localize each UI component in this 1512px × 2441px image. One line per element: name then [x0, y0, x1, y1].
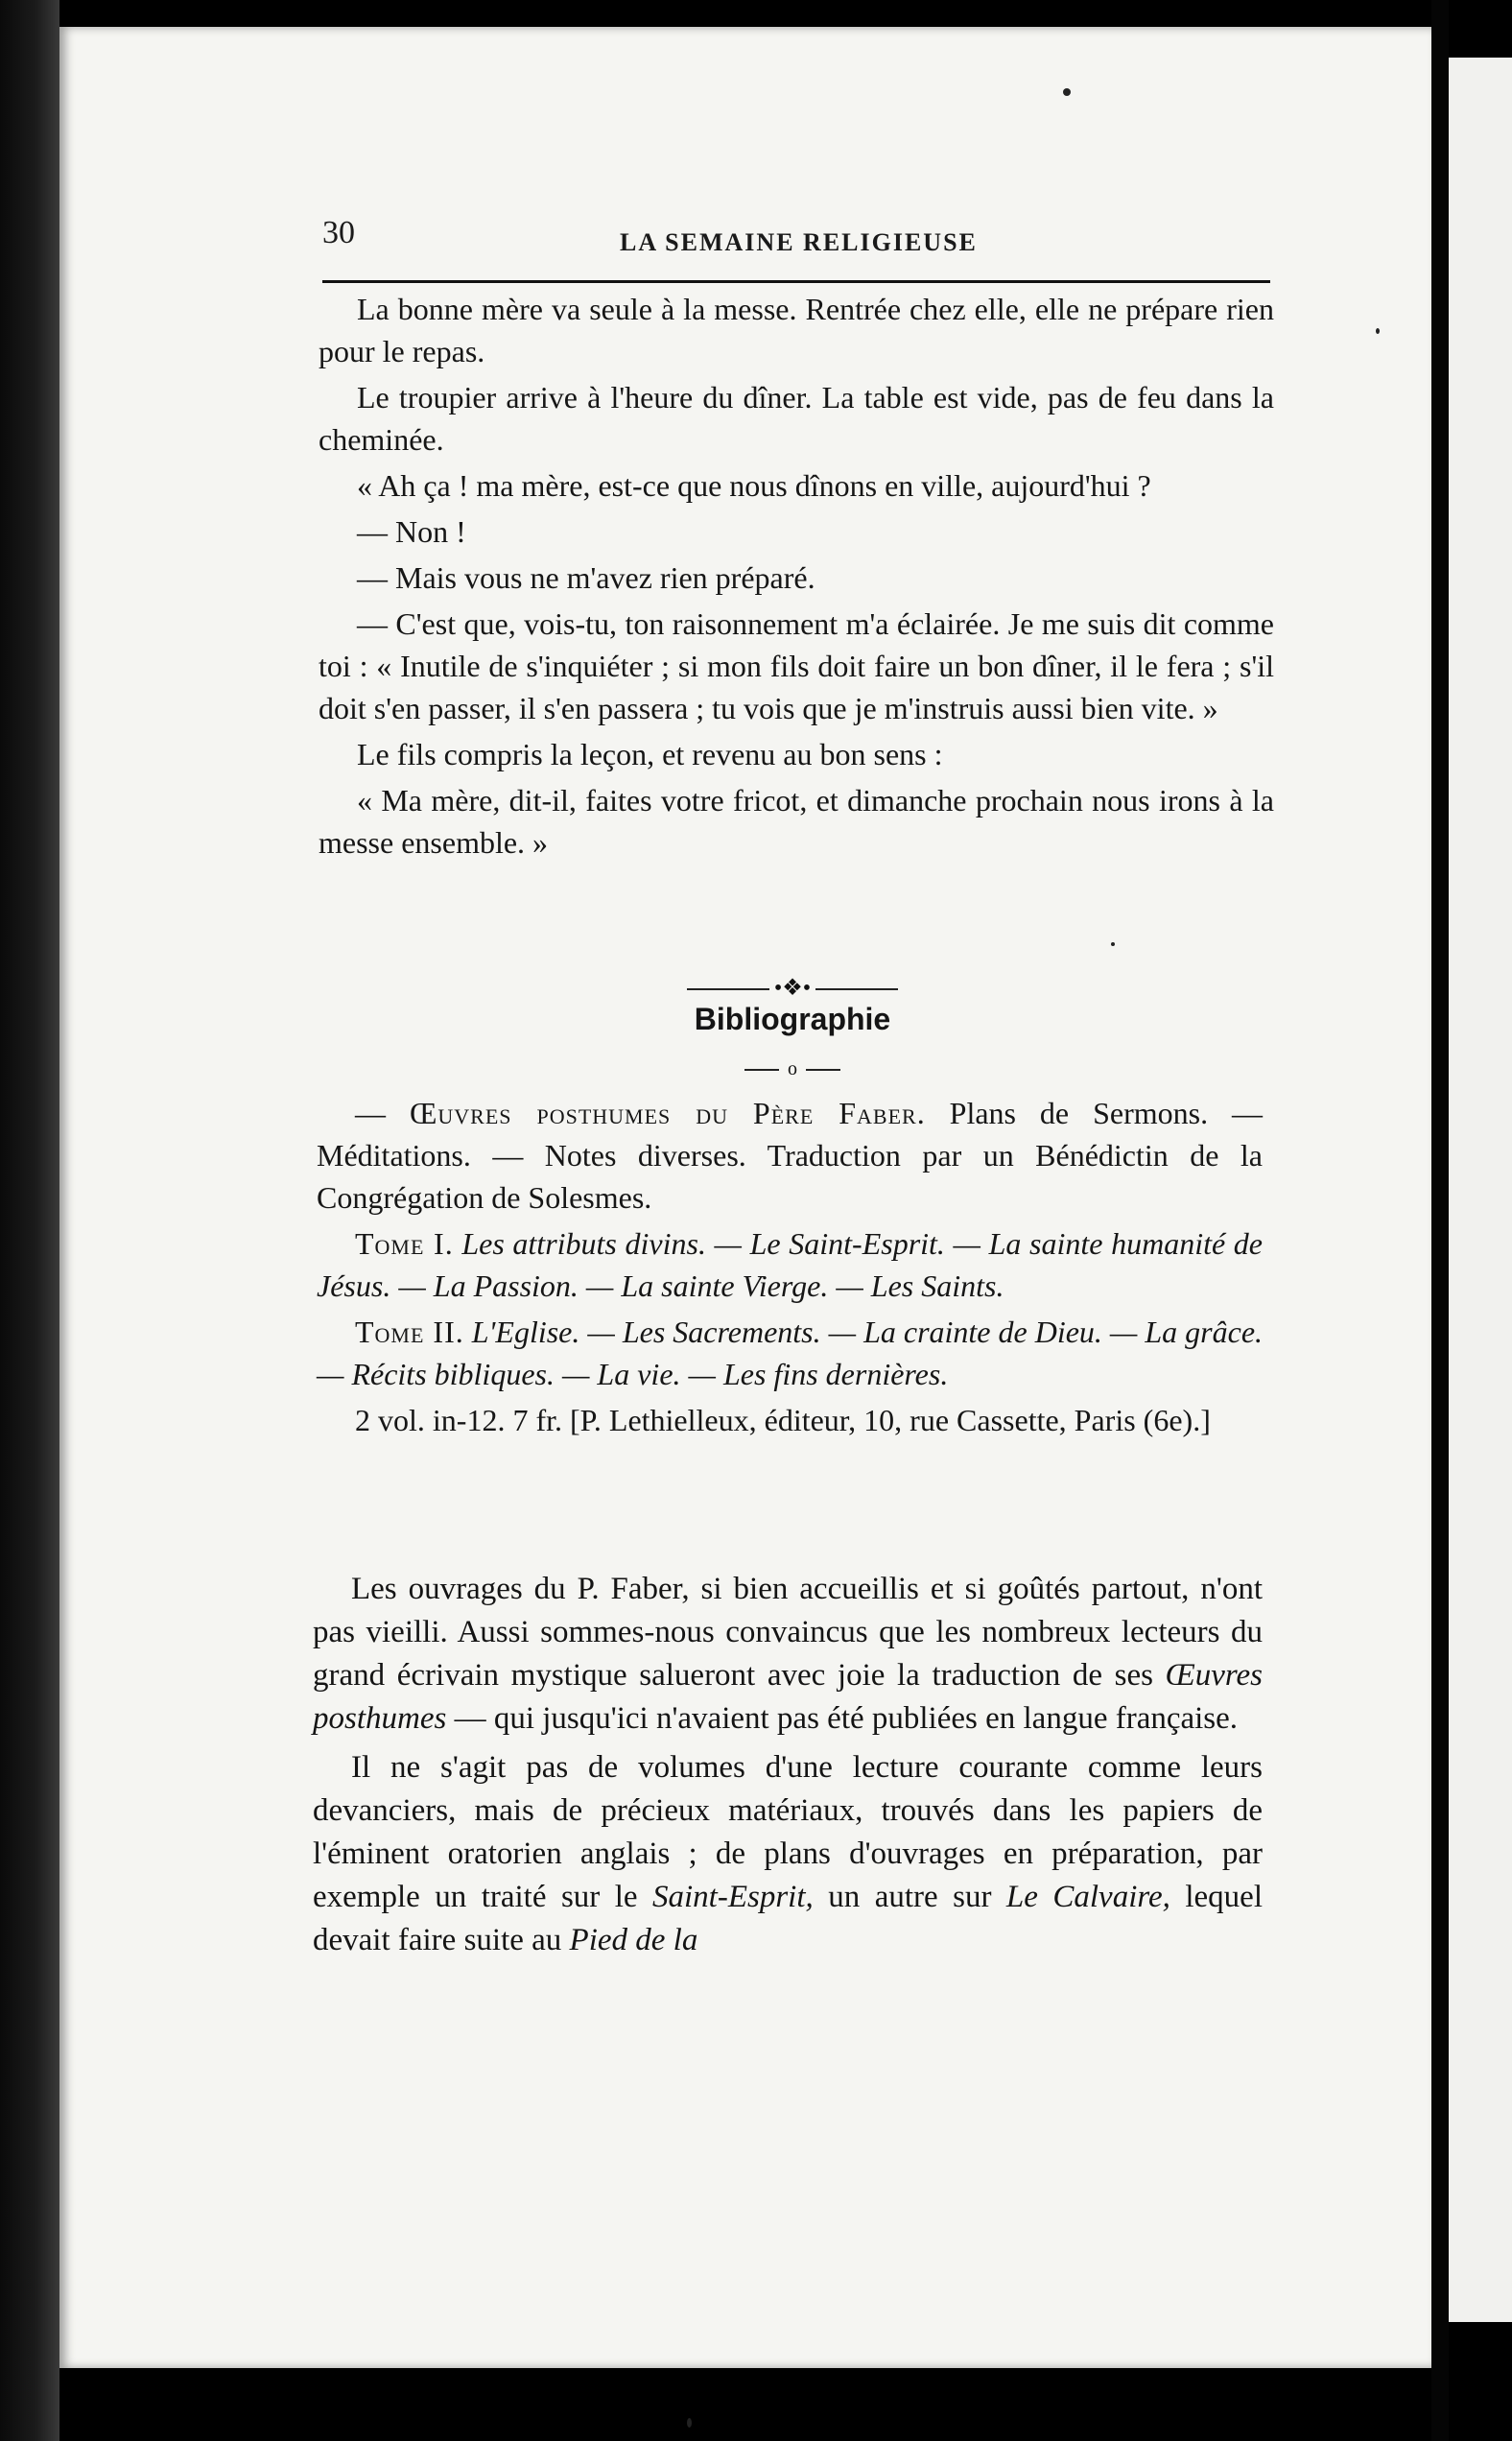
tome-1-contents: Les attributs divins. — Le Saint-Esprit. — La sainte humanité de Jésus. — La Passion. — La sainte Vierge. — Les Saints.: [317, 1226, 1264, 1303]
review-cited-title: Œuvres posthumes: [313, 1658, 1263, 1736]
scan-speck: [1376, 328, 1380, 334]
bibliography-entry: [317, 1092, 1263, 1445]
story-paragraph: — C'est que, vois-tu, ton raisonnement m'a éclairée. Je me suis dit comme toi : « Inutile de s'inquiéter ; si mon fils doit faire un bon dîner, il le fera ; s'il doit s'en passer, il s'en passera ; tu vois que je m'instruis aussi bien vite. »: [319, 606, 1274, 725]
bibliography-heading: [317, 1092, 1263, 1219]
tome-2: [317, 1311, 1263, 1395]
tome-1-label: Tome I.: [355, 1226, 454, 1261]
section-title: Bibliographie: [694, 1002, 891, 1036]
review-text-run: Il ne s'agit pas de volumes d'une lecture courante comme leurs devanciers, mais de précieux matériaux, trouvés dans les papiers de l'éminent oratorien anglais ; de plans d'ouvrages en préparation, par exemple un traité sur le: [313, 1750, 1263, 1914]
scan-speck: [687, 2418, 692, 2428]
publication-info: 2 vol. in-12. 7 fr. [P. Lethielleux, éditeur, 10, rue Cassette, Paris (6e).]: [355, 1403, 1211, 1437]
story-paragraph: Le troupier arrive à l'heure du dîner. La table est vide, pas de feu dans la cheminée.: [319, 380, 1274, 457]
review-cited-title: Pied de la: [569, 1923, 698, 1957]
running-header: [322, 213, 1270, 283]
review-text-run: un autre sur: [813, 1880, 1006, 1914]
scan-speck: [1111, 942, 1115, 946]
scan-left-edge: [0, 0, 59, 2441]
scan-speck: [1063, 88, 1071, 96]
entry-dash: —: [355, 1096, 410, 1130]
work-description: Plans de Sermons. — Méditations. — Notes diverses. Traduction par un Bénédictin de la Congrégation de Solesmes.: [317, 1096, 1264, 1215]
story-paragraph: « Ah ça ! ma mère, est-ce que nous dînons en ville, aujourd'hui ?: [357, 468, 1151, 503]
review-cited-title: Le Calvaire,: [1005, 1880, 1170, 1914]
story-paragraph: Le fils compris la leçon, et revenu au bon sens :: [357, 737, 943, 771]
story-paragraph: — Non !: [357, 514, 466, 549]
review-paragraph: [313, 1746, 1263, 1962]
story-paragraph: La bonne mère va seule à la messe. Rentrée chez elle, elle ne prépare rien pour le repas.: [319, 292, 1274, 368]
review-text-run: Les ouvrages du P. Faber, si bien accueillis et si goûtés partout, n'ont pas vieilli. Aussi sommes-nous convaincus que les nombreux lecteurs du grand écrivain mystique salueront avec joie la traduction de ses: [313, 1572, 1263, 1693]
story-paragraph: « Ma mère, dit-il, faites votre fricot, et dimanche prochain nous irons à la messe ensemble. »: [319, 783, 1274, 860]
review-text-run: — qui jusqu'ici n'avaient pas été publiées en langue française.: [446, 1701, 1239, 1736]
story-text: [319, 288, 1274, 867]
tome-1: [317, 1222, 1263, 1307]
review-cited-title: Saint-Esprit,: [652, 1880, 814, 1914]
page-number: 30: [322, 215, 355, 250]
tome-2-label: Tome II.: [355, 1315, 464, 1349]
running-title: LA SEMAINE RELIGIEUSE: [620, 228, 978, 256]
review-text: [313, 1568, 1263, 1968]
title-separator-mark: o: [779, 1055, 806, 1082]
review-paragraph: [313, 1568, 1263, 1741]
review-text-run: lequel devait faire suite au: [313, 1880, 1263, 1957]
ornament-mark: •❖•: [769, 975, 815, 1002]
facing-page-edge: [1449, 58, 1512, 2322]
tome-2-contents: L'Eglise. — Les Sacrements. — La crainte de Dieu. — La grâce. — Récits bibliques. — La vie. — Les fins dernières.: [317, 1315, 1264, 1391]
story-paragraph: — Mais vous ne m'avez rien préparé.: [357, 560, 815, 595]
work-title: Œuvres posthumes du Père Faber.: [409, 1096, 926, 1130]
scan-gutter: [1431, 0, 1449, 2441]
